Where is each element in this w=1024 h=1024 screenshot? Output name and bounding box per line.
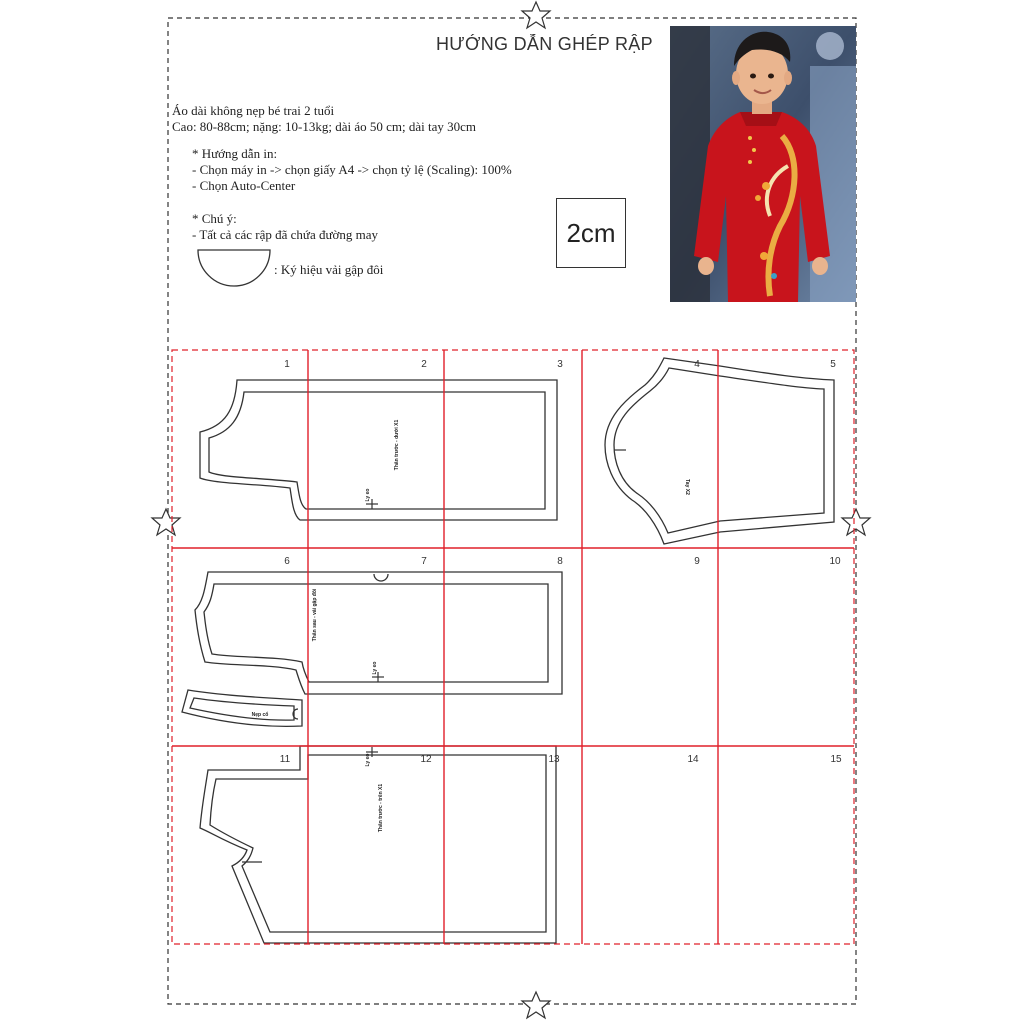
piece-label-back: Thân sau - vải gập đôi [312, 588, 318, 642]
cell-number: 6 [284, 556, 290, 567]
star-icon [152, 509, 180, 535]
piece-front-upper-inner [210, 755, 546, 932]
fold-notch-mark [374, 574, 388, 581]
cell-number: 11 [279, 754, 291, 765]
star-icon [522, 992, 550, 1018]
scale-box-label: 2cm [566, 217, 616, 248]
fold-legend-label: : Ký hiệu vải gập đôi [274, 262, 384, 277]
cell-number: 12 [420, 754, 432, 765]
cell-number: 7 [421, 556, 427, 567]
piece-front-lower-outer [200, 380, 557, 520]
scale-box [556, 198, 626, 268]
piece-front-lower-inner [209, 392, 545, 509]
page-title: HƯỚNG DẪN GHÉP RẬP [436, 34, 653, 54]
star-icon [522, 2, 550, 28]
product-photo [670, 26, 856, 302]
cell-number: 1 [284, 359, 290, 370]
cell-number: 10 [829, 556, 841, 567]
cell-number: 2 [421, 359, 427, 370]
boy-in-ao-dai-illustration [670, 26, 856, 302]
product-name: Áo dài không nẹp bé trai 2 tuổi [172, 103, 335, 118]
grid-outer [172, 350, 854, 944]
cell-number: 8 [557, 556, 563, 567]
cell-number: 14 [687, 754, 699, 765]
piece-collar-outer [182, 690, 302, 726]
print-step: - Chọn Auto-Center [192, 178, 296, 193]
cell-number: 4 [694, 359, 700, 370]
piece-sleeve-outer [605, 358, 834, 544]
note-line: - Tất cả các rập đã chứa đường may [192, 227, 379, 242]
page-grid [172, 350, 854, 944]
cell-number: 5 [830, 359, 836, 370]
piece-label-mark: Ly eo [365, 753, 371, 767]
piece-label-mark: Ly eo [365, 488, 371, 502]
note-heading: * Chú ý: [192, 211, 237, 226]
piece-label-front-upper: Thân trước - trên X1 [378, 783, 384, 833]
cell-number: 9 [694, 556, 700, 567]
cell-number: 13 [548, 754, 560, 765]
cell-number: 3 [557, 359, 563, 370]
fold-symbol-icon [198, 250, 270, 286]
piece-label-mark: Ly eo [372, 661, 378, 675]
piece-label-collar: Nẹp cổ [251, 712, 269, 718]
cell-number: 15 [830, 754, 842, 765]
piece-label-front-lower: Thân trước - dưới X1 [394, 419, 400, 471]
piece-label-sleeve: Tay X2 [684, 479, 690, 495]
piece-front-upper-outer [200, 746, 556, 943]
piece-sleeve-inner [614, 368, 824, 533]
size-spec: Cao: 80-88cm; nặng: 10-13kg; dài áo 50 cm; dài tay 30cm [172, 119, 476, 134]
print-heading: * Hướng dẫn in: [192, 146, 278, 161]
piece-collar-inner [190, 698, 294, 720]
print-step: - Chọn máy in -> chọn giấy A4 -> chọn tỷ lệ (Scaling): 100% [192, 162, 512, 177]
